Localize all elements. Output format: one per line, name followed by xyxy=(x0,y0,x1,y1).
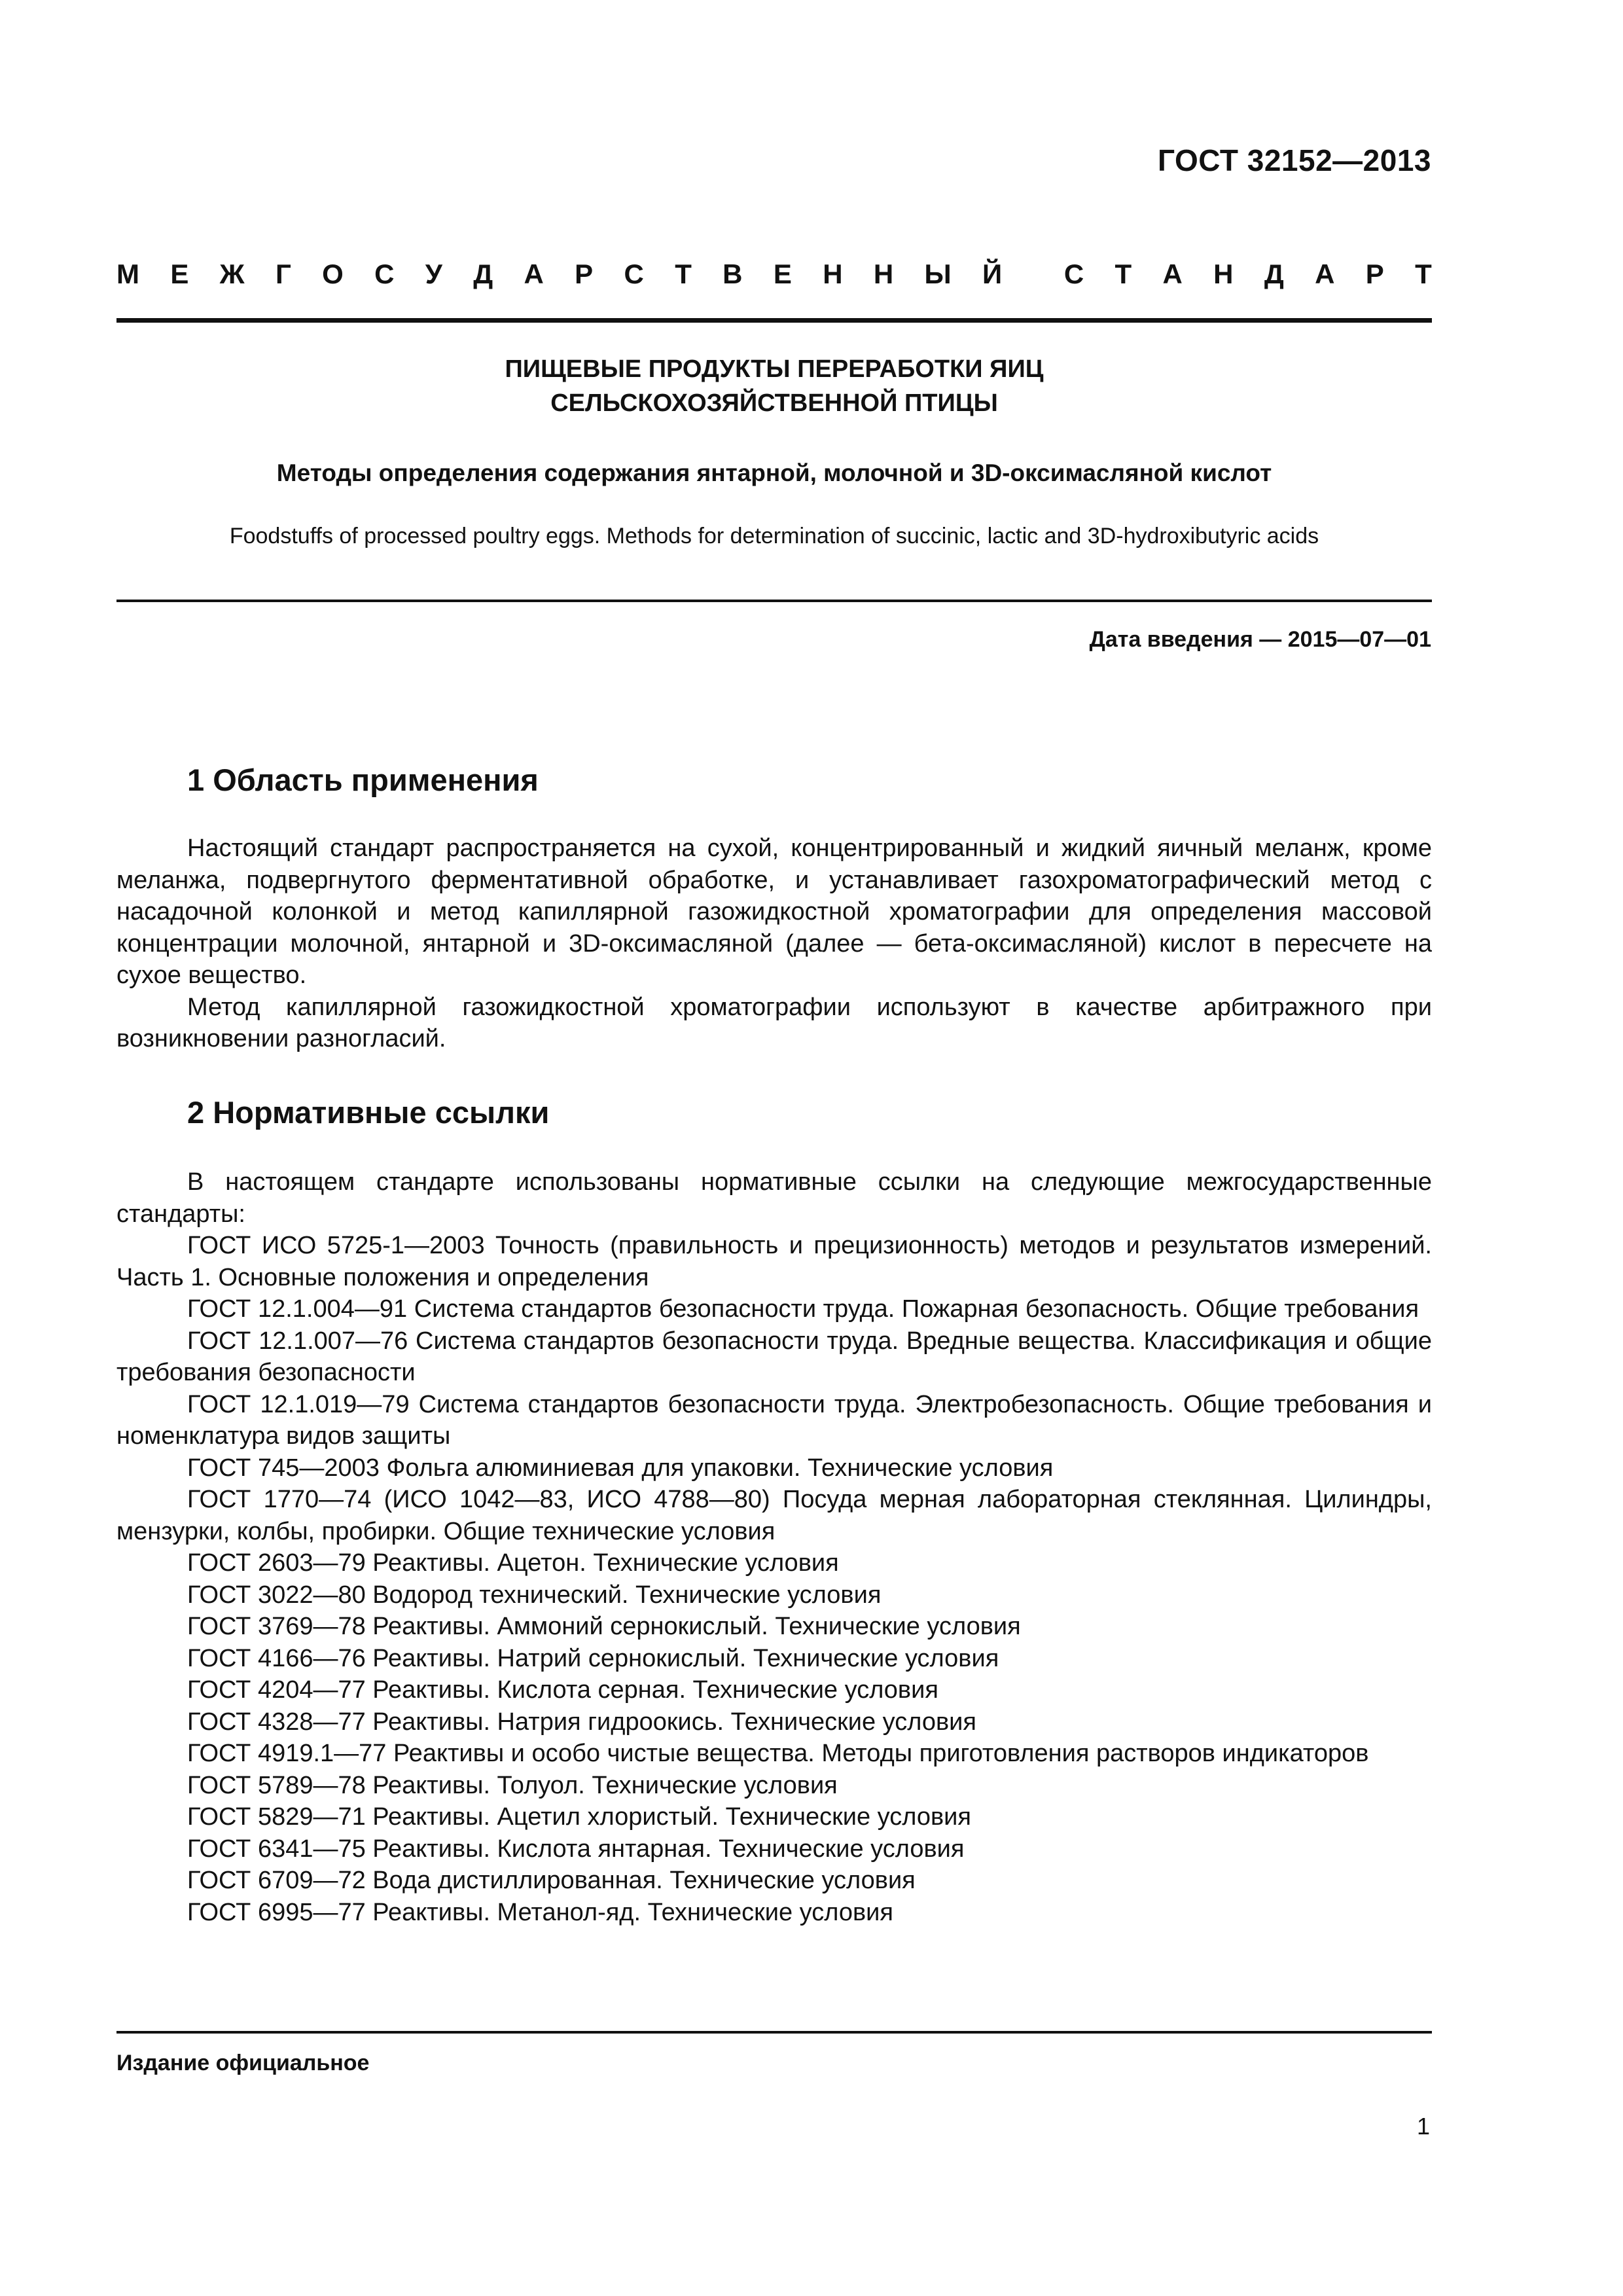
reference-item: ГОСТ 6341—75 Реактивы. Кислота янтарная. Технические условия xyxy=(187,1835,965,1863)
banner-letter: С xyxy=(374,259,395,289)
title-line: СЕЛЬСКОХОЗЯЙСТВЕННОЙ ПТИЦЫ xyxy=(550,389,998,417)
reference-item: ГОСТ 4328—77 Реактивы. Натрия гидроокись. Технические условия xyxy=(187,1708,976,1736)
header-divider xyxy=(116,318,1432,323)
banner-letter: У xyxy=(425,259,442,289)
banner-letter: Т xyxy=(1415,259,1432,289)
banner-letter: М xyxy=(116,259,139,289)
section-references-body xyxy=(116,1166,1432,1928)
reference-item: ГОСТ 4919.1—77 Реактивы и особо чистые вещества. Методы приготовления растворов индикаторов xyxy=(187,1740,1369,1767)
banner-letter: Р xyxy=(575,259,594,289)
banner-letter: Н xyxy=(823,259,843,289)
reference-item: ГОСТ 3769—78 Реактивы. Аммоний сернокислый. Технические условия xyxy=(187,1613,1021,1640)
title-divider xyxy=(116,600,1432,602)
reference-item: ГОСТ 6709—72 Вода дистиллированная. Технические условия xyxy=(187,1867,916,1894)
reference-item: ГОСТ 5829—71 Реактивы. Ацетил хлористый. Технические условия xyxy=(187,1803,971,1831)
banner-letter: А xyxy=(1162,259,1183,289)
reference-item: ГОСТ 5789—78 Реактивы. Толуол. Технические условия xyxy=(187,1771,838,1799)
reference-item: ГОСТ 3022—80 Водород технический. Технические условия xyxy=(187,1581,882,1609)
document-title-ru xyxy=(116,352,1432,420)
banner-letter: Н xyxy=(873,259,894,289)
reference-item: ГОСТ 1770—74 (ИСО 1042—83, ИСО 4788—80) Посуда мерная лабораторная стеклянная. Цилиндры, мензурки, колбы, пробирки. Общие технические условия xyxy=(116,1486,1432,1545)
banner-letter: Д xyxy=(1264,259,1284,289)
page-number: 1 xyxy=(1416,2113,1430,2140)
banner-letter: Г xyxy=(275,259,291,289)
standard-type-banner xyxy=(116,259,1432,290)
reference-item: ГОСТ 6995—77 Реактивы. Метанол-яд. Технические условия xyxy=(187,1898,893,1926)
edition-note: Издание официальное xyxy=(116,2051,370,2075)
banner-letter: Й xyxy=(982,259,1003,289)
paragraph: Настоящий стандарт распространяется на сухой, концентрированный и жидкий яичный меланж, кроме меланжа, подвергнутого ферментативной обработке, и устанавливает газохроматографический метод с насадочной колонкой и метод капиллярной газожидкостной хроматографии для определения массовой концентрации молочной, янтарной и 3D-оксимасляной (далее — бета-оксимасляной) кислот в пересчете на сухое вещество. xyxy=(116,834,1432,989)
introduction-date: Дата введения — 2015—07—01 xyxy=(1089,627,1431,652)
banner-letter: Д xyxy=(473,259,493,289)
banner-letter: О xyxy=(322,259,344,289)
paragraph: Метод капиллярной газожидкостной хроматографии используют в качестве арбитражного при возникновении разногласий. xyxy=(116,993,1432,1052)
banner-letter: Т xyxy=(675,259,692,289)
section-heading-references: 2 Нормативные ссылки xyxy=(187,1095,550,1130)
paragraph: В настоящем стандарте использованы нормативные ссылки на следующие межгосударственные стандарты: xyxy=(116,1168,1432,1228)
section-heading-scope: 1 Область применения xyxy=(187,762,539,797)
document-subtitle-ru: Методы определения содержания янтарной, молочной и 3D-оксимасляной кислот xyxy=(276,459,1272,486)
section-scope-body xyxy=(116,833,1432,1055)
footer-divider xyxy=(116,2031,1432,2034)
reference-item: ГОСТ 4204—77 Реактивы. Кислота серная. Технические условия xyxy=(187,1676,938,1704)
banner-letter: Е xyxy=(773,259,792,289)
document-title-en: Foodstuffs of processed poultry eggs. Methods for determination of succinic, lactic and 3D-hydroxibutyric acids xyxy=(229,524,1319,548)
title-line: ПИЩЕВЫЕ ПРОДУКТЫ ПЕРЕРАБОТКИ ЯИЦ xyxy=(505,355,1044,383)
banner-letter: Ы xyxy=(924,259,952,289)
banner-letter: А xyxy=(524,259,544,289)
banner-letter: Т xyxy=(1115,259,1132,289)
reference-item: ГОСТ 4166—76 Реактивы. Натрий сернокислый. Технические условия xyxy=(187,1644,999,1672)
banner-letter: Р xyxy=(1365,259,1384,289)
banner-letter: С xyxy=(624,259,644,289)
banner-letter: С xyxy=(1063,259,1084,289)
reference-item: ГОСТ 2603—79 Реактивы. Ацетон. Технические условия xyxy=(187,1549,839,1577)
banner-letter: В xyxy=(722,259,743,289)
banner-letter: Ж xyxy=(219,259,245,289)
reference-item: ГОСТ 12.1.019—79 Система стандартов безопасности труда. Электробезопасность. Общие требования и номенклатура видов защиты xyxy=(116,1390,1432,1450)
reference-item: ГОСТ 12.1.007—76 Система стандартов безопасности труда. Вредные вещества. Классификация и общие требования безопасности xyxy=(116,1327,1432,1386)
banner-letter: Е xyxy=(170,259,189,289)
document-number: ГОСТ 32152—2013 xyxy=(1158,143,1431,177)
reference-item: ГОСТ 745—2003 Фольга алюминиевая для упаковки. Технические условия xyxy=(187,1454,1054,1482)
reference-item: ГОСТ 12.1.004—91 Система стандартов безопасности труда. Пожарная безопасность. Общие требования xyxy=(187,1295,1419,1323)
reference-item: ГОСТ ИСО 5725-1—2003 Точность (правильность и прецизионность) методов и результатов измерений. Часть 1. Основные положения и определения xyxy=(116,1232,1432,1291)
banner-letter: Н xyxy=(1213,259,1234,289)
banner-letter: А xyxy=(1315,259,1335,289)
